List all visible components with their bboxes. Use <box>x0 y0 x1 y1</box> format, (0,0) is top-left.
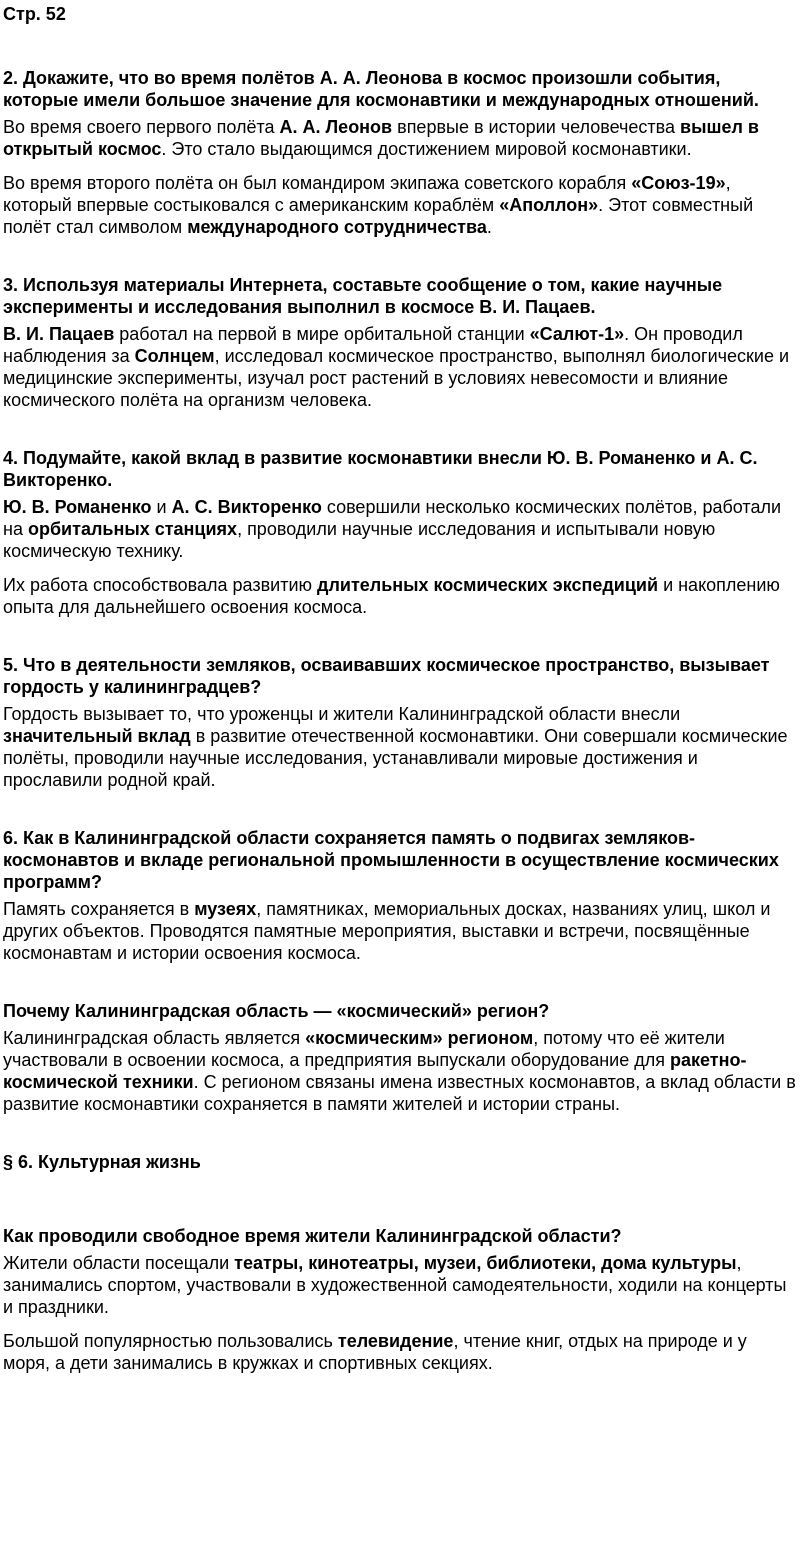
bold-term: А. А. Леонов <box>279 117 393 137</box>
section-heading: § 6. Культурная жизнь <box>3 1152 201 1172</box>
answer-paragraph: Гордость вызывает то, что уроженцы и жители Калининградской области внесли значительный вклад в развитие отечественной космонавтики. Они совершали космические полёты, проводили научные исследования, устанавливали мировые достижения и прославили родной край. <box>3 704 788 790</box>
bold-term: Ю. В. Романенко <box>3 497 152 517</box>
bold-term: Солнцем <box>134 346 215 366</box>
answer-paragraph: Ю. В. Романенко и А. С. Викторенко совершили несколько космических полётов, работали на орбитальных станциях, проводили научные исследования и испытывали новую космическую технику. <box>3 497 782 561</box>
bold-term: вышел в открытый космос <box>3 117 759 159</box>
question-heading: 6. Как в Калининградской области сохраняется память о подвигах земляков-космонавтов и вкладе региональной промышленности в осуществление космических программ? <box>3 828 779 892</box>
answer-paragraph: Память сохраняется в музеях, памятниках, мемориальных досках, названиях улиц, школ и других объектов. Проводятся памятные мероприятия, выставки и встречи, посвящённые космонавтам и истории освоения космоса. <box>3 899 771 963</box>
qa-section <box>3 1151 796 1173</box>
bold-term: длительных космических экспедиций <box>317 575 659 595</box>
bold-term: театры, кинотеатры, музеи, библиотеки, дома культуры <box>234 1253 737 1273</box>
bold-term: «Аполлон» <box>499 195 599 215</box>
answer-paragraph: Калининградская область является «космическим» регионом, потому что её жители участвовали в освоении космоса, а предприятия выпускали оборудование для ракетно-космической техники. С регионом связаны имена известных космонавтов, а вклад области в развитие космонавтики сохраняется в памяти жителей и истории страны. <box>3 1028 796 1114</box>
qa-section <box>3 1225 796 1374</box>
question-heading: Почему Калининградская область — «космический» регион? <box>3 1001 550 1021</box>
answer-paragraph: Во время своего первого полёта А. А. Леонов впервые в истории человечества вышел в открытый космос. Это стало выдающимся достижением мировой космонавтики. <box>3 117 759 159</box>
bold-term: В. И. Пацаев <box>3 324 115 344</box>
bold-term: А. С. Викторенко <box>171 497 322 517</box>
answer-paragraph: Жители области посещали театры, кинотеатры, музеи, библиотеки, дома культуры, занимались спортом, участвовали в художественной самодеятельности, ходили на концерты и праздники. <box>3 1253 787 1317</box>
bold-term: музеях <box>194 899 257 919</box>
question-heading: 4. Подумайте, какой вклад в развитие космонавтики внесли Ю. В. Романенко и А. С. Викторенко. <box>3 448 758 490</box>
bold-term: международного сотрудничества <box>187 217 487 237</box>
bold-term: значительный вклад <box>3 726 191 746</box>
answer-paragraph: Их работа способствовала развитию длительных космических экспедиций и накоплению опыта для дальнейшего освоения космоса. <box>3 575 780 617</box>
bold-term: ракетно-космической техники <box>3 1050 747 1092</box>
bold-term: «Салют-1» <box>529 324 625 344</box>
question-heading: Как проводили свободное время жители Калининградской области? <box>3 1226 622 1246</box>
qa-section <box>3 654 796 791</box>
bold-term: телевидение <box>337 1331 454 1351</box>
question-heading: 5. Что в деятельности земляков, осваивавших космическое пространство, вызывает гордость у калининградцев? <box>3 655 770 697</box>
question-heading: 3. Используя материалы Интернета, составьте сообщение о том, какие научные эксперименты и исследования выполнил в космосе В. И. Пацаев. <box>3 275 723 317</box>
qa-section <box>3 447 796 618</box>
bold-term: орбитальных станциях <box>27 519 238 539</box>
bold-term: «космическим» регионом <box>305 1028 534 1048</box>
answer-paragraph: Большой популярностью пользовались телевидение, чтение книг, отдых на природе и у моря, а дети занимались в кружках и спортивных секциях. <box>3 1331 747 1373</box>
page-number: Стр. 52 <box>3 4 66 24</box>
document-body <box>3 67 796 1374</box>
bold-term: «Союз-19» <box>631 173 726 193</box>
answer-paragraph: В. И. Пацаев работал на первой в мире орбитальной станции «Салют-1». Он проводил наблюдения за Солнцем, исследовал космическое пространство, выполнял биологические и медицинские эксперименты, изучал рост растений в условиях невесомости и влияние космического полёта на организм человека. <box>3 324 790 410</box>
qa-section <box>3 274 796 411</box>
answer-paragraph: Во время второго полёта он был командиром экипажа советского корабля «Союз-19», который впервые состыковался с американским кораблём «Аполлон». Этот совместный полёт стал символом международного сотрудничества. <box>3 173 754 237</box>
qa-section <box>3 827 796 964</box>
question-heading: 2. Докажите, что во время полётов А. А. Леонова в космос произошли события, которые имели большое значение для космонавтики и международных отношений. <box>3 68 759 110</box>
qa-section <box>3 67 796 238</box>
qa-section <box>3 1000 796 1115</box>
